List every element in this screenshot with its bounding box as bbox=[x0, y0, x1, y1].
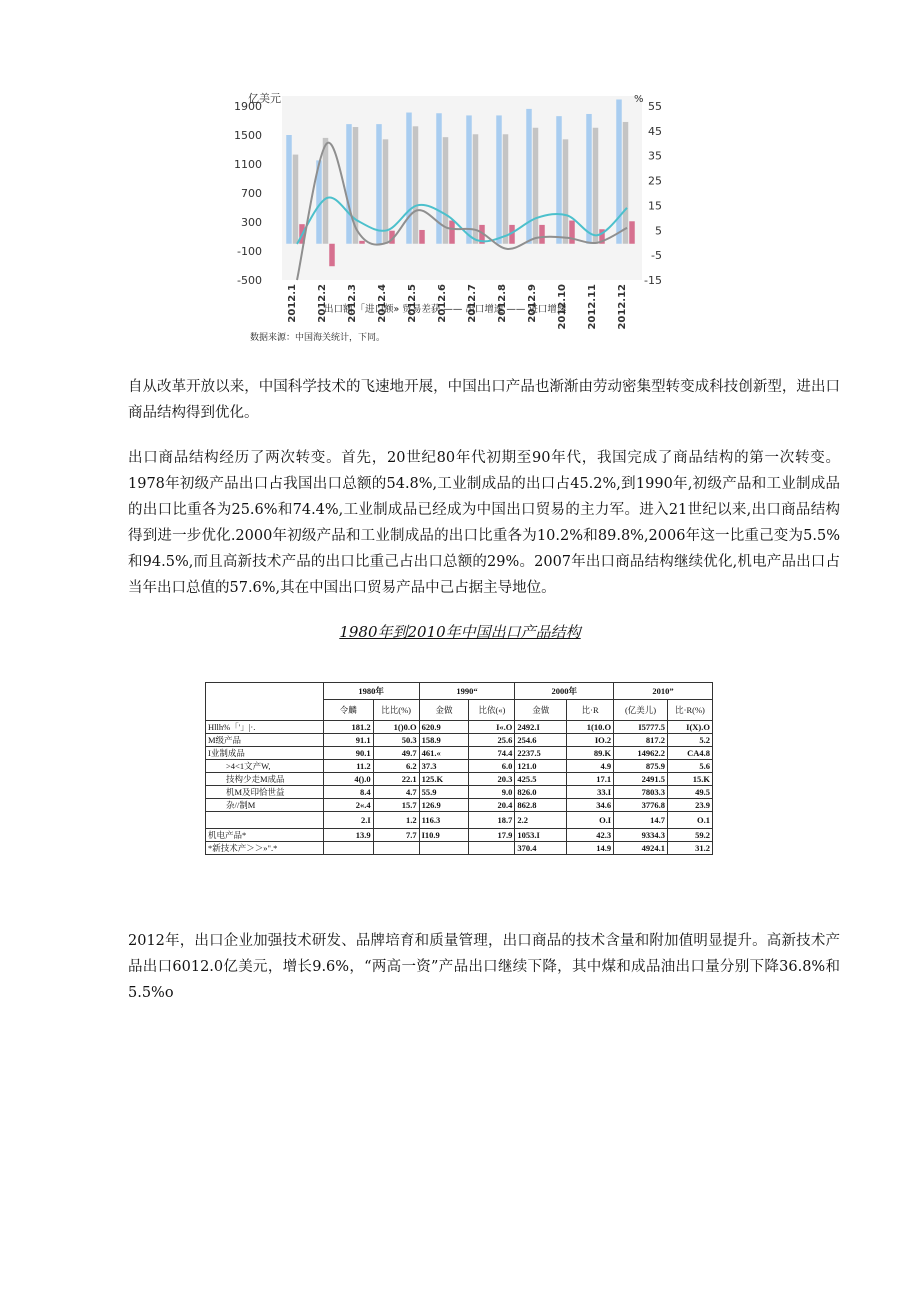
table-cell: 18.7 bbox=[469, 812, 515, 829]
table-cell: 4.7 bbox=[373, 786, 419, 799]
table-cell: 2«.4 bbox=[323, 799, 373, 812]
table-row bbox=[206, 721, 713, 734]
table-cell: 4.9 bbox=[567, 760, 614, 773]
table-cell: 158.9 bbox=[419, 734, 469, 747]
table-cell: 42.3 bbox=[567, 829, 614, 842]
table-row bbox=[206, 812, 713, 829]
table-cell: 14.7 bbox=[614, 812, 668, 829]
bar-export bbox=[286, 135, 292, 244]
paragraph-2 bbox=[128, 445, 840, 601]
table-cell: 5.6 bbox=[668, 760, 713, 773]
table-cell bbox=[323, 842, 373, 855]
table-cell: 2492.I bbox=[515, 721, 567, 734]
table-cell: 3776.8 bbox=[614, 799, 668, 812]
table-cell: 11.2 bbox=[323, 760, 373, 773]
row-label: I业制成品 bbox=[206, 747, 324, 760]
table-cell: IO.2 bbox=[567, 734, 614, 747]
table-cell: 2237.5 bbox=[515, 747, 567, 760]
table-cell bbox=[373, 842, 419, 855]
bar-import bbox=[623, 122, 629, 244]
bar-balance bbox=[569, 221, 575, 244]
bar-balance bbox=[419, 230, 425, 244]
table-cell: 14.9 bbox=[567, 842, 614, 855]
left-tick-label: 1100 bbox=[234, 158, 262, 171]
row-label: >4<1文产W, bbox=[206, 760, 324, 773]
category-label: 2012.3 bbox=[347, 284, 358, 323]
table-cell bbox=[419, 842, 469, 855]
table-row bbox=[206, 747, 713, 760]
table-cell: 826.0 bbox=[515, 786, 567, 799]
left-tick-label: -500 bbox=[237, 274, 262, 287]
table-cell: 23.9 bbox=[668, 799, 713, 812]
bar-import bbox=[563, 139, 569, 243]
bar-balance bbox=[629, 221, 635, 243]
paragraph-3-text: 2012年，出口企业加强技术研发、品牌培育和质量管理，出口商品的技术含量和附加值明显提升。高新技术产品出口6012.0亿美元，增长9.6%，“两高一资”产品出口继续下降，其中煤和成品油出口量分别下降36.8%和5.5%o bbox=[128, 933, 840, 1001]
bar-import bbox=[383, 139, 389, 243]
table-cell: 91.1 bbox=[323, 734, 373, 747]
year-header: 2000年 bbox=[515, 683, 614, 700]
bar-import bbox=[323, 138, 329, 244]
paragraph-2-text: 出口商品结构经历了两次转变。首先，20世纪80年代初期至90年代，我国完成了商品结构的第一次转变。1978年初级产品出口占我国出口总额的54.8%,工业制成品的出口占45.2%,到1990年,初级产品和工业制成品的出口比重各为25.6%和74.4%,工业制成品已经成为中国出口贸易的主力军。进入21世纪以来,出口商品结构得到进一步优化.2000年初级产品和工业制成品的出口比重各为10.2%和89.8%,2006年这一比重己变为5.5%和94.5%,而且高新技术产品的出口比重己占出口总额的29%。2007年出口商品结构继续优化,机电产品出口占当年出口总值的57.6%,其在中国出口贸易产品中己占据主导地位。 bbox=[128, 450, 840, 596]
bar-import bbox=[533, 128, 539, 244]
category-label: 2012.8 bbox=[497, 284, 508, 323]
subheader: 比比(%) bbox=[373, 700, 419, 721]
bar-export bbox=[586, 114, 592, 244]
table-cell: I10.9 bbox=[419, 829, 469, 842]
table-row bbox=[206, 829, 713, 842]
right-tick-label: 15 bbox=[648, 199, 662, 213]
table-cell: 31.2 bbox=[668, 842, 713, 855]
right-tick-label: -5 bbox=[651, 249, 662, 263]
table-cell: 620.9 bbox=[419, 721, 469, 734]
table-cell: 20.3 bbox=[469, 773, 515, 786]
row-label: M级产品 bbox=[206, 734, 324, 747]
table-cell: 121.0 bbox=[515, 760, 567, 773]
table-cell: CA4.8 bbox=[668, 747, 713, 760]
table-row bbox=[206, 734, 713, 747]
trade-chart bbox=[232, 84, 672, 349]
table-cell: O.1 bbox=[668, 812, 713, 829]
bar-import bbox=[413, 126, 419, 243]
subheader: 比·R(%) bbox=[668, 700, 713, 721]
table-cell: 15.7 bbox=[373, 799, 419, 812]
paragraph-3 bbox=[128, 928, 840, 1006]
bar-export bbox=[406, 113, 412, 244]
row-label: 技构少走M成品 bbox=[206, 773, 324, 786]
table-cell: I(X).O bbox=[668, 721, 713, 734]
table-cell: 9.0 bbox=[469, 786, 515, 799]
table-row bbox=[206, 773, 713, 786]
row-label bbox=[206, 812, 324, 829]
table-cell: 461.« bbox=[419, 747, 469, 760]
table-row bbox=[206, 799, 713, 812]
table-header-years bbox=[206, 683, 713, 700]
table-cell: 7.7 bbox=[373, 829, 419, 842]
table-cell: 1(10.O bbox=[567, 721, 614, 734]
table-cell: 9334.3 bbox=[614, 829, 668, 842]
table-cell: 2491.5 bbox=[614, 773, 668, 786]
source-note: 数据来源：中国海关统计，下同。 bbox=[250, 333, 386, 343]
table-cell: 862.8 bbox=[515, 799, 567, 812]
table-cell: 370.4 bbox=[515, 842, 567, 855]
chart-legend: 出口额 「进口额» 贸易差获 —— 出口增速 —— 进口增速 bbox=[324, 304, 567, 315]
category-label: 2012.1 bbox=[287, 284, 298, 323]
table-cell: 4924.1 bbox=[614, 842, 668, 855]
bar-export bbox=[376, 124, 382, 244]
row-label: Hllh%「'」|·. bbox=[206, 721, 324, 734]
table-cell: 17.9 bbox=[469, 829, 515, 842]
table-row bbox=[206, 760, 713, 773]
category-label: 2012.5 bbox=[407, 284, 418, 323]
table-row bbox=[206, 786, 713, 799]
table-cell: 49.5 bbox=[668, 786, 713, 799]
table-cell: 4().0 bbox=[323, 773, 373, 786]
table-cell: I«.O bbox=[469, 721, 515, 734]
table-cell: 2.I bbox=[323, 812, 373, 829]
table-cell: 425.5 bbox=[515, 773, 567, 786]
table-corner-cell bbox=[206, 683, 324, 721]
subheader: 金做 bbox=[419, 700, 469, 721]
bar-balance bbox=[359, 241, 365, 244]
table-cell: 25.6 bbox=[469, 734, 515, 747]
bar-export bbox=[556, 116, 562, 244]
category-label: 2012.7 bbox=[467, 284, 478, 323]
bar-balance bbox=[329, 244, 335, 266]
bar-export bbox=[616, 99, 622, 243]
table-cell: I5777.5 bbox=[614, 721, 668, 734]
table-cell: 89.K bbox=[567, 747, 614, 760]
left-tick-label: -100 bbox=[237, 245, 262, 258]
category-label: 2012.6 bbox=[437, 284, 448, 323]
category-label: 2012.12 bbox=[617, 284, 628, 330]
category-label: 2012.9 bbox=[527, 284, 538, 323]
table-cell: 1.2 bbox=[373, 812, 419, 829]
bar-export bbox=[466, 115, 472, 243]
table-cell: 14962.2 bbox=[614, 747, 668, 760]
right-tick-label: 35 bbox=[648, 149, 662, 163]
table-cell: 34.6 bbox=[567, 799, 614, 812]
table-cell: 37.3 bbox=[419, 760, 469, 773]
table-cell: 875.9 bbox=[614, 760, 668, 773]
row-label: 机M及印恰世益 bbox=[206, 786, 324, 799]
table-cell: 2.2 bbox=[515, 812, 567, 829]
year-header: 1980年 bbox=[323, 683, 419, 700]
row-label: *新技术产＞＞»".* bbox=[206, 842, 324, 855]
export-structure-table bbox=[205, 682, 713, 855]
bar-import bbox=[473, 134, 479, 243]
row-label: 杂//制M bbox=[206, 799, 324, 812]
table-row bbox=[206, 842, 713, 855]
table-cell: 13.9 bbox=[323, 829, 373, 842]
left-tick-label: 700 bbox=[241, 187, 262, 200]
bar-balance bbox=[539, 225, 545, 244]
subheader: 比·R bbox=[567, 700, 614, 721]
table-cell: 90.1 bbox=[323, 747, 373, 760]
bar-export bbox=[346, 124, 352, 244]
table-cell: 181.2 bbox=[323, 721, 373, 734]
table-cell: 33.I bbox=[567, 786, 614, 799]
right-tick-label: 25 bbox=[648, 174, 662, 188]
paragraph-1-text: 自从改革开放以来，中国科学技术的飞速地开展，中国出口产品也渐渐由劳动密集型转变成科技创新型，进出口商品结构得到优化。 bbox=[128, 379, 840, 421]
table-cell: 15.K bbox=[668, 773, 713, 786]
subheader: 比依(«) bbox=[469, 700, 515, 721]
bar-import bbox=[503, 134, 509, 243]
chart-svg bbox=[232, 84, 672, 349]
table-cell: 49.7 bbox=[373, 747, 419, 760]
table-cell: O.I bbox=[567, 812, 614, 829]
table-title: 1980年到2010年中国出口产品结构 bbox=[339, 623, 581, 641]
table-cell: 59.2 bbox=[668, 829, 713, 842]
table-cell: 817.2 bbox=[614, 734, 668, 747]
row-label: 机电产品* bbox=[206, 829, 324, 842]
bar-export bbox=[496, 115, 502, 243]
paragraph-1 bbox=[128, 374, 840, 426]
subheader: (亿美儿) bbox=[614, 700, 668, 721]
table-cell: 6.2 bbox=[373, 760, 419, 773]
category-label: 2012.10 bbox=[557, 284, 568, 330]
right-tick-label: -15 bbox=[644, 274, 662, 287]
category-label: 2012.4 bbox=[377, 284, 388, 323]
left-tick-label: 300 bbox=[241, 216, 262, 229]
table-cell: 50.3 bbox=[373, 734, 419, 747]
right-tick-label: 55 bbox=[648, 100, 662, 113]
bar-balance bbox=[449, 221, 455, 244]
category-label: 2012.11 bbox=[587, 284, 598, 330]
year-header: 1990“ bbox=[419, 683, 515, 700]
table-cell: 20.4 bbox=[469, 799, 515, 812]
subheader: 令麟 bbox=[323, 700, 373, 721]
table-cell: 126.9 bbox=[419, 799, 469, 812]
table-cell: 1()0.O bbox=[373, 721, 419, 734]
table-cell: 17.1 bbox=[567, 773, 614, 786]
table-cell bbox=[469, 842, 515, 855]
right-tick-label: 5 bbox=[655, 224, 662, 238]
right-axis-unit: % bbox=[634, 94, 644, 105]
table-cell: 55.9 bbox=[419, 786, 469, 799]
table-cell: 74.4 bbox=[469, 747, 515, 760]
bar-import bbox=[593, 128, 599, 244]
year-header: 2010” bbox=[614, 683, 713, 700]
left-axis-unit: 亿美元 bbox=[248, 92, 281, 105]
left-tick-label: 1900 bbox=[234, 100, 262, 113]
table-cell: 8.4 bbox=[323, 786, 373, 799]
subheader: 金做 bbox=[515, 700, 567, 721]
table-cell: 22.1 bbox=[373, 773, 419, 786]
category-label: 2012.2 bbox=[317, 284, 328, 323]
table-cell: 116.3 bbox=[419, 812, 469, 829]
table-cell: 5.2 bbox=[668, 734, 713, 747]
left-tick-label: 1500 bbox=[234, 129, 262, 142]
table-cell: 125.K bbox=[419, 773, 469, 786]
right-tick-label: 45 bbox=[648, 124, 662, 138]
table-cell: 254.6 bbox=[515, 734, 567, 747]
table-cell: 1053.I bbox=[515, 829, 567, 842]
table-cell: 7803.3 bbox=[614, 786, 668, 799]
bar-import bbox=[293, 155, 299, 244]
table-cell: 6.0 bbox=[469, 760, 515, 773]
